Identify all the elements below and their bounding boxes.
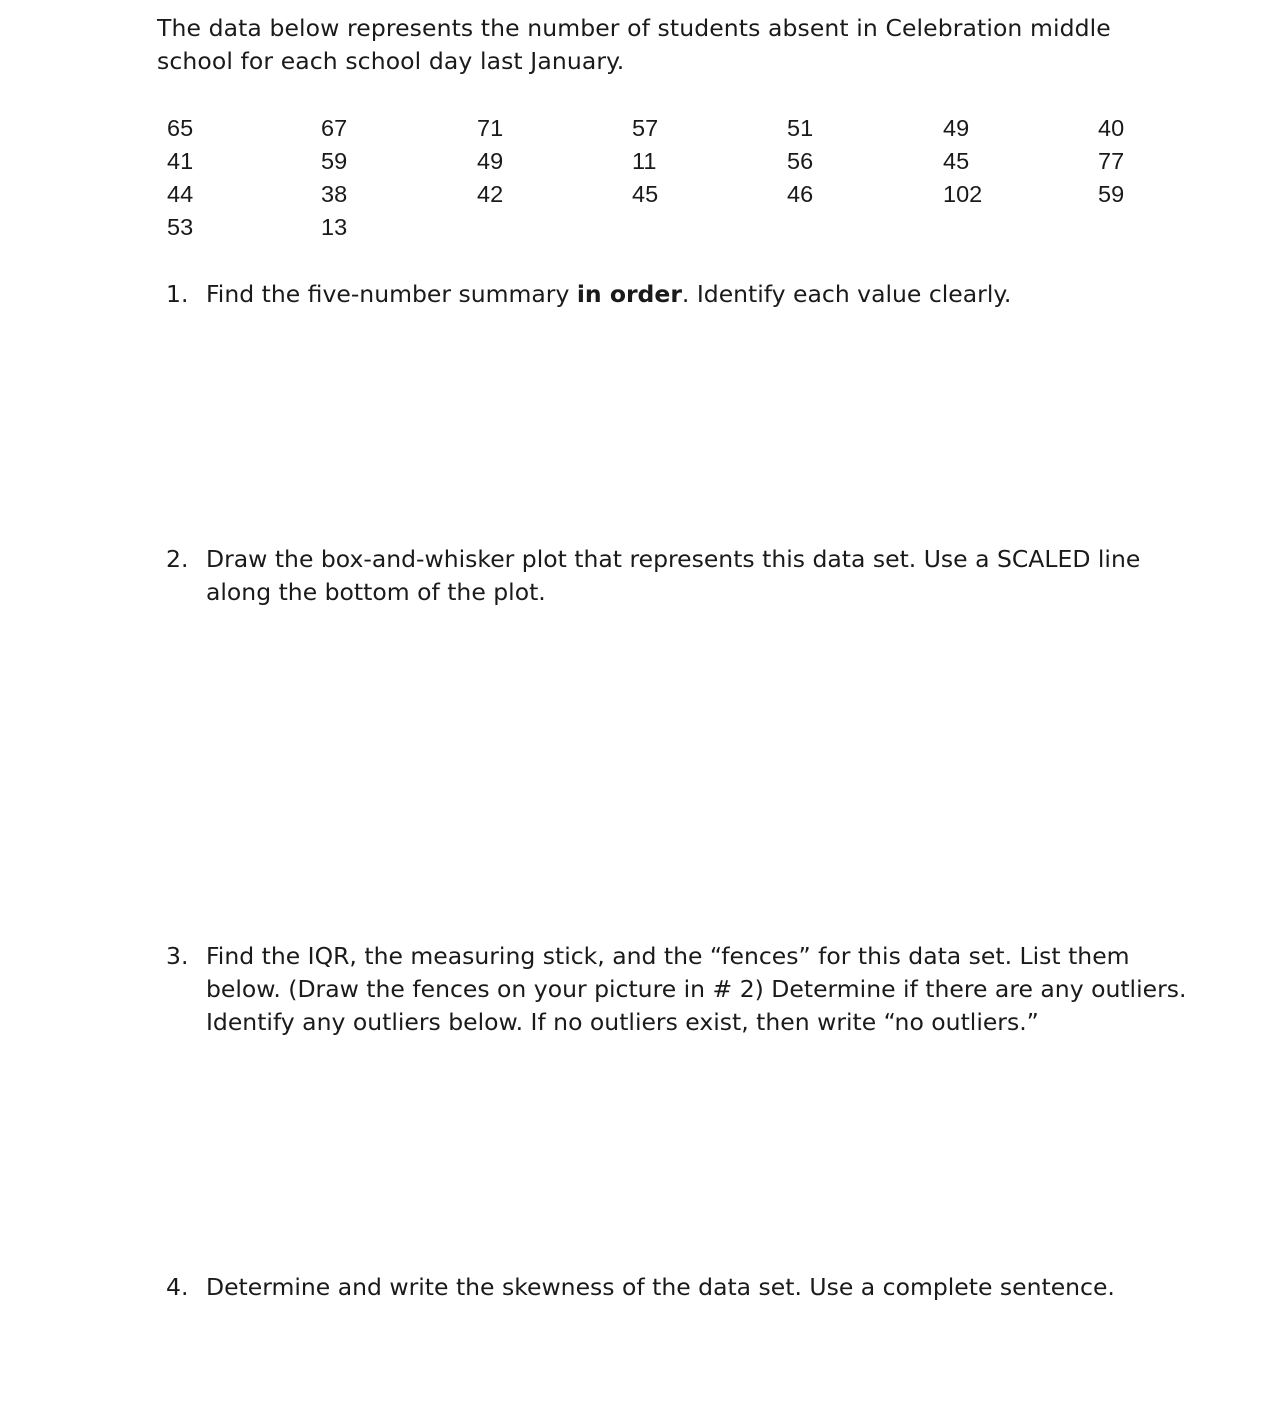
question-text-emphasis: in order [576,280,682,308]
intro-paragraph: The data below represents the number of students absent in Celebration middle school for each school day last January. [157,14,1111,75]
question-3 [166,940,1196,1039]
data-cell: 65 [167,115,194,141]
data-cell: 67 [321,115,348,141]
data-cell: 59 [1098,181,1125,207]
question-number: 2. [166,545,189,573]
data-cell: 57 [632,115,659,141]
data-cell: 42 [477,181,504,207]
data-cell: 44 [167,181,194,207]
data-cell: 13 [321,214,348,240]
data-cell: 45 [632,181,659,207]
data-cell: 11 [632,148,657,174]
data-cell: 71 [477,115,504,141]
question-text-part: Find the five-number summary [206,280,577,308]
data-cell: 46 [787,181,814,207]
data-cell: 45 [943,148,970,174]
question-number: 3. [166,942,189,970]
data-cell: 77 [1098,148,1125,174]
data-cell: 38 [321,181,348,207]
question-text: Find the IQR, the measuring stick, and the “fences” for this data set. List them below. (Draw the fences on your picture in # 2) Determine if there are any outliers. Identify any outliers below. If no outliers exist, then write “no outliers.” [206,942,1187,1036]
data-cell: 49 [943,115,970,141]
data-cell: 53 [167,214,194,240]
question-4 [166,1271,1196,1304]
data-cell: 102 [943,181,983,207]
data-cell: 56 [787,148,814,174]
question-text: Determine and write the skewness of the data set. Use a complete sentence. [206,1273,1115,1301]
question-text: Draw the box-and-whisker plot that represents this data set. Use a SCALED line along the bottom of the plot. [206,545,1141,606]
data-cell: 49 [477,148,504,174]
data-cell: 41 [167,148,194,174]
data-cell: 40 [1098,115,1125,141]
data-cell: 51 [787,115,814,141]
question-number: 4. [166,1273,189,1301]
question-text [206,278,1196,311]
data-cell: 59 [321,148,348,174]
question-text-part: . Identify each value clearly. [681,280,1012,308]
question-2 [166,543,1196,609]
question-number: 1. [166,280,189,308]
question-1 [166,278,1196,311]
